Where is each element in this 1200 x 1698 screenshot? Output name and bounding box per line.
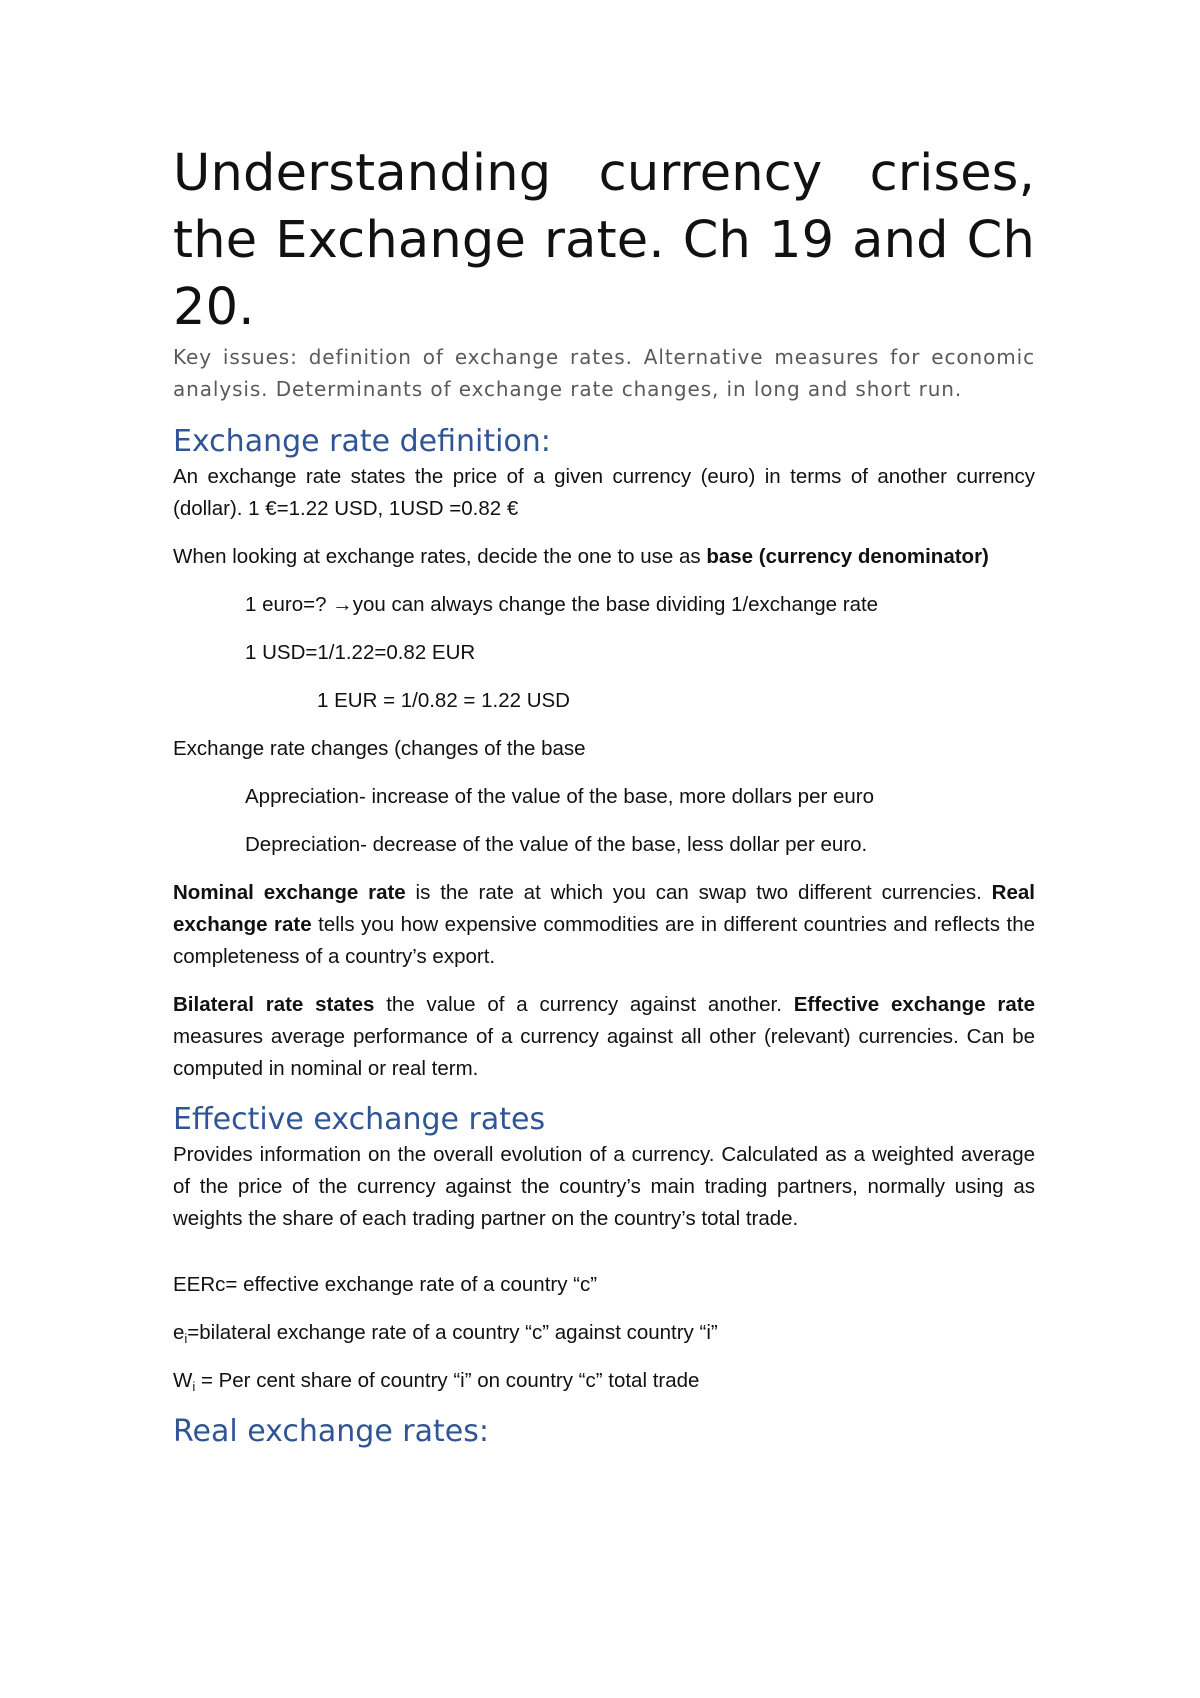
- bold-term-bilateral: Bilateral rate states: [173, 993, 375, 1016]
- paragraph-nominal-real: [173, 877, 1035, 973]
- document-subtitle: Key issues: definition of exchange rates. Alternative measures for economic analysis. Determinants of exchange rate changes, in long and short run.: [173, 345, 1035, 401]
- bold-term-real: Real exchange rate: [173, 881, 1035, 936]
- subscript-i: i: [192, 1379, 196, 1394]
- document-page: [173, 140, 1035, 1451]
- bold-term-nominal: Nominal exchange rate: [173, 881, 406, 904]
- text-span: When looking at exchange rates, decide the one to use as: [173, 545, 707, 568]
- heading-effective-exchange-rates: Effective exchange rates: [173, 1102, 546, 1137]
- text-span: is the rate at which you can swap two different currencies.: [405, 881, 992, 904]
- paragraph-effective-description: Provides information on the overall evolution of a currency. Calculated as a weighted average of the price of the currency against the country’s main trading partners, normally using as weights the share of each trading partner on the country’s total trade.: [173, 1143, 1035, 1230]
- bold-term-effective: Effective exchange rate: [793, 993, 1036, 1016]
- paragraph-ei-definition: [173, 1317, 1035, 1349]
- heading-real-exchange-rates: Real exchange rates:: [173, 1414, 489, 1449]
- bold-term-base: base (currency denominator): [706, 545, 989, 568]
- paragraph-usd-conversion: 1 USD=1/1.22=0.82 EUR: [245, 641, 476, 664]
- text-span: the value of a currency against another.: [374, 993, 794, 1016]
- document-title: Understanding currency crises, the Exchange rate. Ch 19 and Ch 20.: [173, 144, 1035, 337]
- variable-e: e: [173, 1321, 185, 1344]
- text-span: tells you how expensive commodities are in different countries and reflects the completeness of a country’s export.: [173, 913, 1036, 968]
- text-span: measures average performance of a currency against all other (relevant) currencies. Can be computed in nominal or real term.: [173, 1025, 1035, 1080]
- text-span: 1 euro=?: [245, 593, 333, 616]
- variable-w: W: [173, 1369, 193, 1392]
- text-span: =bilateral exchange rate of a country “c” against country “i”: [187, 1321, 718, 1344]
- paragraph-eerc-definition: EERc= effective exchange rate of a country “c”: [173, 1273, 598, 1296]
- subscript-i: i: [184, 1331, 188, 1346]
- paragraph-exchange-rate-definition: An exchange rate states the price of a given currency (euro) in terms of another currency (dollar). 1 €=1.22 USD, 1USD =0.82 €: [173, 465, 1035, 520]
- heading-exchange-rate-definition: Exchange rate definition:: [173, 424, 551, 459]
- paragraph-change-base: [245, 589, 1035, 621]
- spacer: [173, 1251, 1035, 1269]
- paragraph-appreciation: Appreciation- increase of the value of the base, more dollars per euro: [245, 785, 875, 808]
- paragraph-eur-conversion: 1 EUR = 1/0.82 = 1.22 USD: [317, 689, 570, 712]
- text-span: you can always change the base dividing 1/exchange rate: [352, 593, 879, 616]
- paragraph-base-choice: [173, 541, 1035, 573]
- paragraph-wi-definition: [173, 1365, 1035, 1397]
- paragraph-bilateral-effective: [173, 989, 1035, 1085]
- text-span: = Per cent share of country “i” on country “c” total trade: [195, 1369, 700, 1392]
- right-arrow-icon: →: [332, 593, 353, 616]
- paragraph-depreciation: Depreciation- decrease of the value of the base, less dollar per euro.: [245, 833, 868, 856]
- paragraph-exchange-rate-changes: Exchange rate changes (changes of the base: [173, 737, 586, 760]
